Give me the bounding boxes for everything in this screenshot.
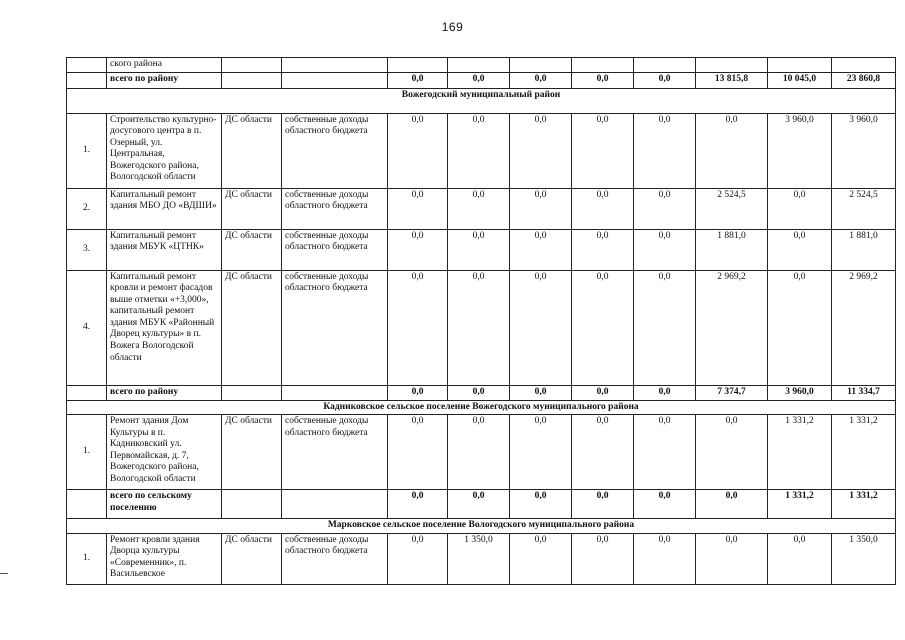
item-name: Строительство культурно-досугового центра в п. Озерный, ул. Центральная, Вожегодского района, Вологодской области (107, 113, 222, 188)
amount-cell: 0,0 (634, 72, 696, 88)
item-row (67, 533, 896, 584)
item-name: Ремонт здания Дом Культуры в п. Кадниковский ул. Первомайская, д. 7, Вожегодского района, Вологодской области (107, 415, 222, 490)
amount-cell: 2 969,2 (832, 270, 896, 385)
amount-cell: 0,0 (634, 188, 696, 229)
item-funding-source: собственные доходы областного бюджета (282, 270, 388, 385)
amount-cell: 11 334,7 (832, 385, 896, 400)
amount-cell: 2 524,5 (832, 188, 896, 229)
amount-cell: 1 350,0 (448, 533, 510, 584)
section-title: Вожегодский муниципальный район (67, 88, 896, 113)
source-cell (282, 490, 388, 519)
item-row (67, 415, 896, 490)
total-label: всего по району (107, 72, 222, 88)
amount-cell: 0,0 (388, 415, 448, 490)
amount-cell: 0,0 (696, 533, 768, 584)
amount-cell: 0,0 (572, 270, 634, 385)
item-customer: ДС области (222, 415, 282, 490)
source-cell (282, 385, 388, 400)
amount-cell: 0,0 (768, 270, 832, 385)
amount-cell: 1 331,2 (832, 490, 896, 519)
amount-cell: 0,0 (510, 385, 572, 400)
amount-cell: 1 331,2 (768, 415, 832, 490)
amount-cell: 0,0 (634, 490, 696, 519)
item-index: 1. (67, 533, 107, 584)
amount-cell: 1 331,2 (832, 415, 896, 490)
section-title: Марковское сельское поселение Вологодского муниципального района (67, 519, 896, 534)
amount-cell: 23 860,8 (832, 72, 896, 88)
page-number: 169 (441, 20, 464, 34)
amount-cell: 0,0 (510, 270, 572, 385)
section-header-row (67, 88, 896, 113)
amount-cell: 3 960,0 (768, 385, 832, 400)
amount-cell: 0,0 (448, 415, 510, 490)
amount-cell: 0,0 (388, 188, 448, 229)
amount-cell: 0,0 (510, 415, 572, 490)
budget-table (66, 57, 896, 585)
amount-cell: 0,0 (768, 229, 832, 270)
item-funding-source: собственные доходы областного бюджета (282, 229, 388, 270)
amount-cell: 0,0 (634, 415, 696, 490)
item-row (67, 270, 896, 385)
item-index: 1. (67, 415, 107, 490)
total-label: всего по району (107, 385, 222, 400)
customer-cell (222, 385, 282, 400)
amount-cell: 3 960,0 (768, 113, 832, 188)
amount-cell: 1 881,0 (696, 229, 768, 270)
amount-cell: 0,0 (510, 533, 572, 584)
amount-cell: 0,0 (634, 533, 696, 584)
amount-cell: 0,0 (388, 113, 448, 188)
item-name: Капитальный ремонт здания МБУК «ЦТНК» (107, 229, 222, 270)
amount-cell: 0,0 (510, 188, 572, 229)
total-row (67, 385, 896, 400)
amount-cell: 7 374,7 (696, 385, 768, 400)
amount-cell: 0,0 (634, 113, 696, 188)
amount-cell: 0,0 (388, 385, 448, 400)
item-index: 2. (67, 188, 107, 229)
total-row (67, 490, 896, 519)
item-customer: ДС области (222, 270, 282, 385)
item-customer: ДС области (222, 229, 282, 270)
item-customer: ДС области (222, 188, 282, 229)
amount-cell: 1 881,0 (832, 229, 896, 270)
amount-cell: 0,0 (572, 188, 634, 229)
amount-cell: 0,0 (448, 113, 510, 188)
amount-cell: 0,0 (572, 229, 634, 270)
item-name: Капитальный ремонт кровли и ремонт фасадов выше отметки «+3,000», капитальный ремонт здания МБУК «Районный Дворец культуры» в п. Вожега Вологодской области (107, 270, 222, 385)
amount-cell: 0,0 (572, 113, 634, 188)
amount-cell: 0,0 (388, 533, 448, 584)
amount-cell: 0,0 (572, 533, 634, 584)
total-label: всего по сельскому поселению (107, 490, 222, 519)
index-cell (67, 490, 107, 519)
table-row (67, 58, 896, 73)
amount-cell: 0,0 (448, 229, 510, 270)
amount-cell: 0,0 (388, 490, 448, 519)
amount-cell: 0,0 (448, 270, 510, 385)
amount-cell: 1 350,0 (832, 533, 896, 584)
margin-mark (0, 573, 8, 574)
amount-cell: 0,0 (510, 72, 572, 88)
item-row (67, 188, 896, 229)
amount-cell: 2 524,5 (696, 188, 768, 229)
item-customer: ДС области (222, 533, 282, 584)
item-index: 3. (67, 229, 107, 270)
amount-cell: 0,0 (696, 490, 768, 519)
amount-cell: 0,0 (696, 113, 768, 188)
amount-cell: 0,0 (448, 188, 510, 229)
item-name: Ремонт кровли здания Дворца культуры «Современник», п. Васильевское (107, 533, 222, 584)
item-funding-source: собственные доходы областного бюджета (282, 188, 388, 229)
item-row (67, 113, 896, 188)
item-funding-source: собственные доходы областного бюджета (282, 415, 388, 490)
amount-cell: 10 045,0 (768, 72, 832, 88)
item-name: Капитальный ремонт здания МБО ДО «ВДШИ» (107, 188, 222, 229)
section-header-row (67, 400, 896, 415)
amount-cell: 2 969,2 (696, 270, 768, 385)
amount-cell: 0,0 (696, 415, 768, 490)
item-index: 4. (67, 270, 107, 385)
amount-cell: 0,0 (448, 72, 510, 88)
amount-cell: 0,0 (634, 270, 696, 385)
index-cell (67, 72, 107, 88)
amount-cell: 1 331,2 (768, 490, 832, 519)
amount-cell: 0,0 (572, 72, 634, 88)
amount-cell: 0,0 (448, 385, 510, 400)
amount-cell: 0,0 (768, 188, 832, 229)
amount-cell: 0,0 (572, 385, 634, 400)
section-title: Кадниковское сельское поселение Вожегодского муниципального района (67, 400, 896, 415)
amount-cell: 0,0 (448, 490, 510, 519)
total-row (67, 72, 896, 88)
amount-cell: 0,0 (634, 385, 696, 400)
amount-cell: 0,0 (510, 113, 572, 188)
row-label: ского района (107, 58, 222, 73)
item-funding-source: собственные доходы областного бюджета (282, 113, 388, 188)
amount-cell: 13 815,8 (696, 72, 768, 88)
source-cell (282, 72, 388, 88)
amount-cell: 0,0 (388, 72, 448, 88)
amount-cell: 0,0 (510, 229, 572, 270)
item-funding-source: собственные доходы областного бюджета (282, 533, 388, 584)
amount-cell: 0,0 (768, 533, 832, 584)
customer-cell (222, 72, 282, 88)
amount-cell: 0,0 (572, 490, 634, 519)
customer-cell (222, 490, 282, 519)
amount-cell: 0,0 (510, 490, 572, 519)
amount-cell: 0,0 (388, 270, 448, 385)
item-customer: ДС области (222, 113, 282, 188)
amount-cell: 0,0 (388, 229, 448, 270)
amount-cell: 0,0 (634, 229, 696, 270)
amount-cell: 0,0 (572, 415, 634, 490)
item-index: 1. (67, 113, 107, 188)
amount-cell: 3 960,0 (832, 113, 896, 188)
index-cell (67, 385, 107, 400)
item-row (67, 229, 896, 270)
section-header-row (67, 519, 896, 534)
